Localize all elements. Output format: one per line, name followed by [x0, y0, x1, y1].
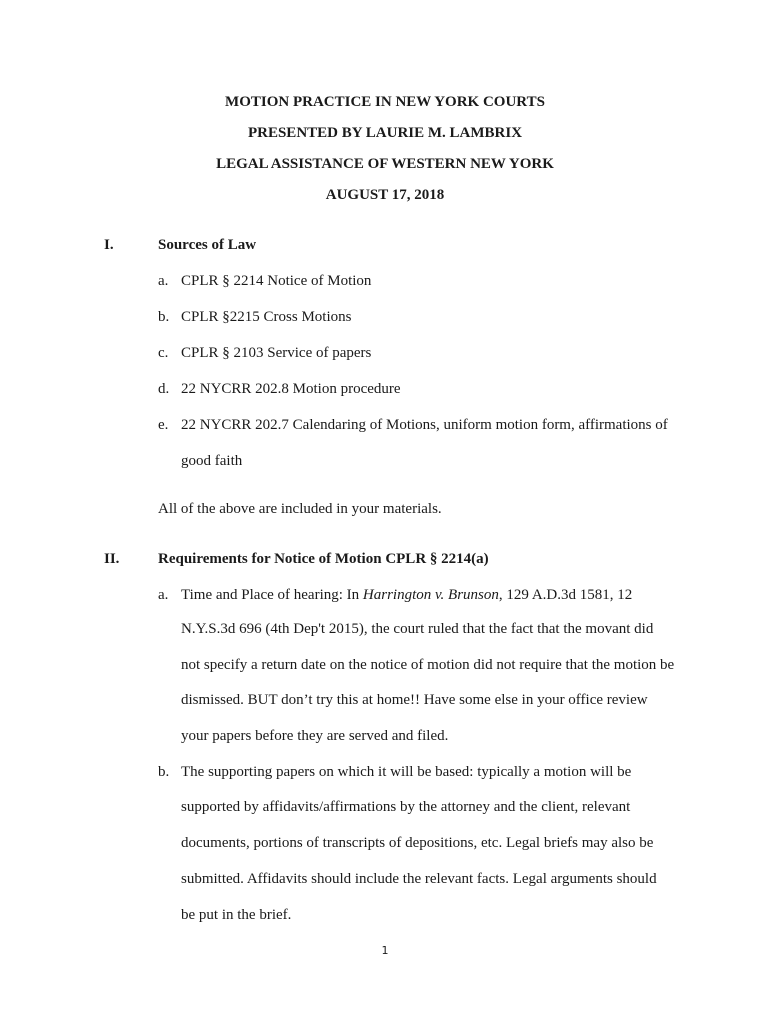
list-item-text: supported by affidavits/affirmations by the attorney and the client, relevant	[181, 799, 631, 815]
list-item-text: be put in the brief.	[181, 907, 292, 923]
list-item-text: CPLR § 2103 Service of papers	[181, 345, 372, 361]
materials-note: All of the above are included in your materials.	[158, 501, 442, 517]
section-1-heading: Sources of Law	[158, 237, 257, 253]
list-item-label: a.	[158, 273, 169, 289]
list-item-label: a.	[158, 587, 169, 603]
page-number: 1	[381, 944, 389, 957]
case-citation: Harrington v. Brunson	[362, 587, 499, 603]
list-item-text: submitted. Affidavits should include the relevant facts. Legal arguments should	[181, 871, 657, 887]
list-item-text: 22 NYCRR 202.8 Motion procedure	[181, 381, 401, 397]
list-item-text: CPLR § 2214 Notice of Motion	[181, 273, 372, 289]
list-item-text: The supporting papers on which it will be based: typically a motion will be	[181, 764, 632, 780]
list-item-text	[181, 587, 632, 604]
list-item-label: b.	[158, 764, 170, 780]
date-line: AUGUST 17, 2018	[325, 187, 445, 203]
section-2-numeral: II.	[104, 551, 120, 567]
list-item-text: documents, portions of transcripts of depositions, etc. Legal briefs may also be	[181, 835, 654, 851]
organization-line: LEGAL ASSISTANCE OF WESTERN NEW YORK	[216, 156, 554, 172]
list-item-label: b.	[158, 309, 170, 325]
section-2-heading: Requirements for Notice of Motion CPLR § 2214(a)	[158, 551, 489, 567]
list-item-label: e.	[158, 417, 169, 433]
list-item-text: dismissed. BUT don’t try this at home!! Have some else in your office review	[181, 692, 648, 708]
list-item-text: CPLR §2215 Cross Motions	[181, 309, 352, 325]
list-item-text: good faith	[181, 453, 243, 469]
list-item-text: 22 NYCRR 202.7 Calendaring of Motions, uniform motion form, affirmations of	[181, 417, 668, 433]
list-item-label: d.	[158, 381, 170, 397]
text-run: , 129 A.D.3d 1581, 12	[498, 587, 633, 603]
document-title: MOTION PRACTICE IN NEW YORK COURTS	[225, 94, 545, 110]
list-item-text: your papers before they are served and filed.	[181, 728, 449, 744]
presenter-line: PRESENTED BY LAURIE M. LAMBRIX	[247, 125, 523, 141]
section-1-numeral: I.	[104, 237, 114, 253]
list-item-text: N.Y.S.3d 696 (4th Dep't 2015), the court ruled that the fact that the movant did	[181, 621, 654, 637]
list-item-text: not specify a return date on the notice of motion did not require that the motion be	[181, 657, 675, 673]
list-item-label: c.	[158, 345, 169, 361]
text-run: Time and Place of hearing: In	[181, 587, 363, 603]
